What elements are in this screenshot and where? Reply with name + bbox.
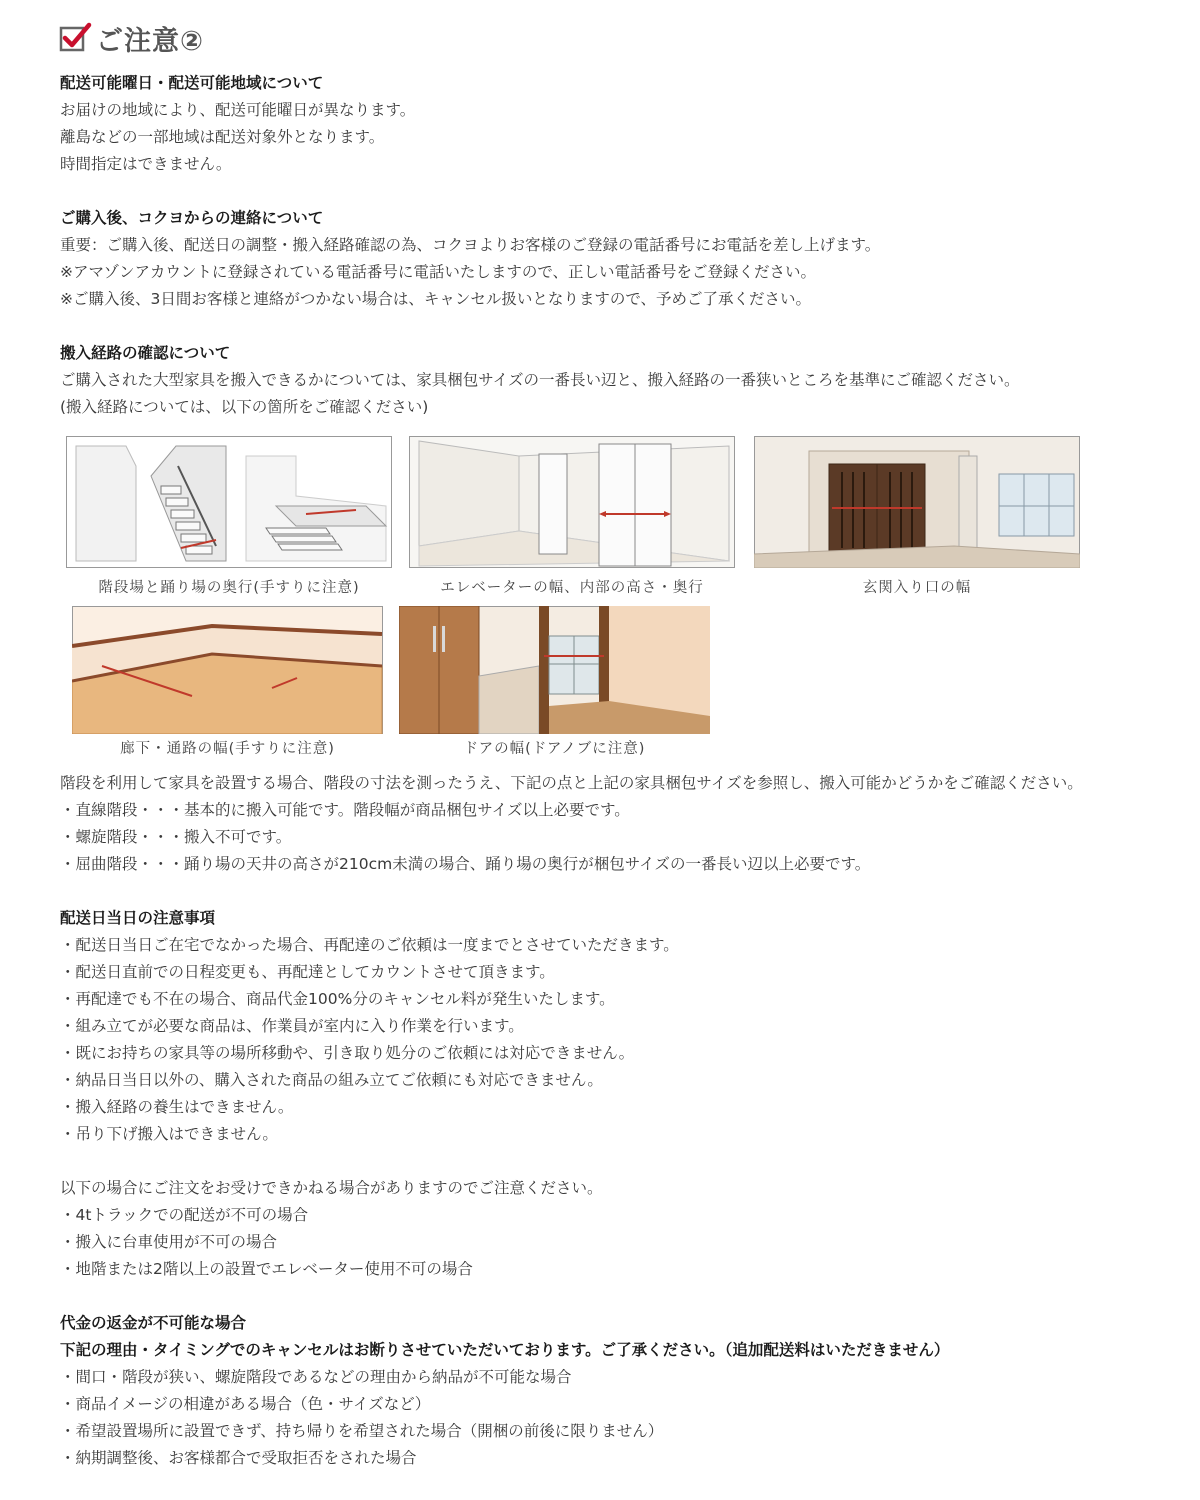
text-line: ・螺旋階段・・・搬入不可です。	[60, 828, 292, 846]
text-line: 時間指定はできません。	[60, 155, 232, 173]
corridor-illustration	[72, 606, 383, 734]
section-stairs	[60, 770, 1180, 878]
text-line: ・吊り下げ搬入はできません。	[60, 1125, 278, 1143]
stairs-illustration	[66, 436, 392, 568]
text-line: ・搬入に台車使用が不可の場合	[60, 1233, 278, 1251]
section-heading: 配送可能曜日・配送可能地域について	[60, 74, 324, 92]
text-line: ・間口・階段が狭い、螺旋階段であるなどの理由から納品が不可能な場合	[60, 1368, 572, 1386]
text-line: 階段を利用して家具を設置する場合、階段の寸法を測ったうえ、下記の点と上記の家具梱包サイズを参照し、搬入可能かどうかをご確認ください。	[60, 774, 1083, 792]
text-line: ・配送日直前での日程変更も、再配達としてカウントさせて頂きます。	[60, 963, 555, 981]
figure-caption: ドアの幅(ドアノブに注意)	[463, 741, 646, 757]
text-line: ・希望設置場所に設置できず、持ち帰りを希望された場合（開梱の前後に限りません）	[60, 1422, 664, 1440]
text-line: ・再配達でも不在の場合、商品代金100%分のキャンセル料が発生いたします。	[60, 990, 615, 1008]
elevator-illustration	[409, 436, 735, 568]
section-route	[60, 340, 1180, 421]
section-heading: 代金の返金が不可能な場合	[60, 1314, 247, 1332]
text-line: (搬入経路については、以下の箇所をご確認ください)	[60, 398, 429, 416]
text-line: ※ご購入後、3日間お客様と連絡がつかない場合は、キャンセル扱いとなりますので、予めご了承ください。	[60, 290, 812, 308]
text-line: ・4tトラックでの配送が不可の場合	[60, 1206, 309, 1224]
text-line: ご購入された大型家具を搬入できるかについては、家具梱包サイズの一番長い辺と、搬入経路の一番狭いところを基準にご確認ください。	[60, 371, 1020, 389]
text-line: 以下の場合にご注文をお受けできかねる場合がありますのでご注意ください。	[60, 1179, 603, 1197]
checkbox-check-icon	[58, 21, 92, 55]
section-refusal	[60, 1175, 1180, 1283]
door-illustration	[399, 606, 710, 734]
text-line: 離島などの一部地域は配送対象外となります。	[60, 128, 385, 146]
section-heading: 搬入経路の確認について	[60, 344, 231, 362]
text-line: ・納期調整後、お客様都合で受取拒否をされた場合	[60, 1449, 417, 1467]
text-line: ・配送日当日ご在宅でなかった場合、再配達のご依頼は一度までとさせていただきます。	[60, 936, 679, 954]
figure-caption: 階段場と踊り場の奥行(手すりに注意)	[98, 580, 360, 596]
title-text: ご注意②	[96, 25, 204, 57]
text-line: ・納品日当日以外の、購入された商品の組み立てご依頼にも対応できません。	[60, 1071, 603, 1089]
text-line: 重要：ご購入後、配送日の調整・搬入経路確認の為、コクヨよりお客様のご登録の電話番号にお電話を差し上げます。	[60, 236, 881, 254]
text-line: ・商品イメージの相違がある場合（色・サイズなど）	[60, 1395, 431, 1413]
section-delivery-day	[60, 905, 1180, 1148]
text-line: お届けの地域により、配送可能曜日が異なります。	[60, 101, 416, 119]
section-heading: ご購入後、コクヨからの連絡について	[60, 209, 324, 227]
section-heading: 配送日当日の注意事項	[60, 909, 216, 927]
section-refund	[60, 1310, 1180, 1472]
section-delivery	[60, 70, 1180, 178]
text-line: ※アマゾンアカウントに登録されている電話番号に電話いたしますので、正しい電話番号をご登録ください。	[60, 263, 817, 281]
figure-caption: 玄関入り口の幅	[862, 580, 972, 596]
text-line: ・直線階段・・・基本的に搬入可能です。階段幅が商品梱包サイズ以上必要です。	[60, 801, 630, 819]
figure-caption: エレベーターの幅、内部の高さ・奥行	[440, 580, 704, 596]
figure-caption: 廊下・通路の幅(手すりに注意)	[120, 741, 335, 757]
entrance-illustration	[754, 436, 1080, 568]
text-line: ・屈曲階段・・・踊り場の天井の高さが210cm未満の場合、踊り場の奥行が梱包サイズの一番長い辺以上必要です。	[60, 855, 871, 873]
page-title	[58, 20, 204, 56]
text-line: ・地階または2階以上の設置でエレベーター使用不可の場合	[60, 1260, 473, 1278]
text-line: ・組み立てが必要な商品は、作業員が室内に入り作業を行います。	[60, 1017, 524, 1035]
text-line: ・搬入経路の養生はできません。	[60, 1098, 294, 1116]
section-contact	[60, 205, 1180, 313]
text-line: ・既にお持ちの家具等の場所移動や、引き取り処分のご依頼には対応できません。	[60, 1044, 635, 1062]
section-subheading: 下記の理由・タイミングでのキャンセルはお断りさせていただいております。ご了承ください。（追加配送料はいただきません）	[60, 1341, 950, 1359]
